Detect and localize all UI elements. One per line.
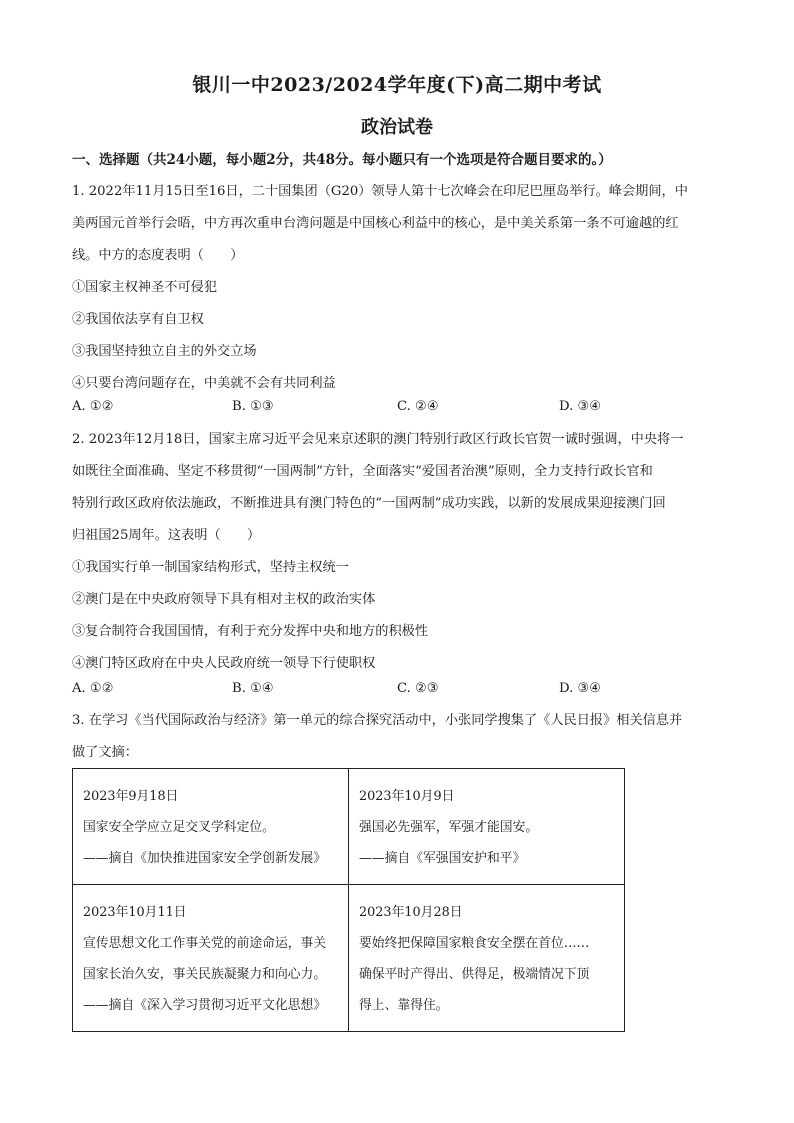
- cell-date: 2023年9月18日: [83, 789, 179, 804]
- statement-3: ③复合制符合我国国情，有利于充分发挥中央和地方的积极性: [72, 624, 429, 639]
- table-row: [73, 769, 625, 885]
- question-text-line: 美两国元首举行会晤，中方再次重申台湾问题是中国核心利益中的核心，是中美关系第一条不可逾越的红: [72, 216, 679, 231]
- section-heading: 一、选择题（共24小题，每小题2分，共48分。每小题只有一个选项是符合题目要求的。）: [72, 152, 612, 168]
- question-text-line: 线。中方的态度表明（ ）: [72, 248, 244, 263]
- option-b[interactable]: B. ①④: [232, 681, 274, 696]
- cell-source: ——摘自《军强国安护和平》: [359, 851, 526, 866]
- statement-4: ④澳门特区政府在中央人民政府统一领导下行使职权: [72, 656, 376, 671]
- statement-1: ①国家主权神圣不可侵犯: [72, 280, 218, 295]
- statement-4: ④只要台湾问题存在，中美就不会有共同利益: [72, 376, 336, 391]
- statement-3: ③我国坚持独立自主的外交立场: [72, 344, 257, 359]
- option-c[interactable]: C. ②④: [397, 399, 439, 414]
- cell-text: 强国必先强军，军强才能国安。: [359, 820, 539, 835]
- cell-text: 得上、靠得住。: [359, 998, 449, 1013]
- question-1: [72, 176, 722, 400]
- question-text-line: 归祖国25周年。这表明（ ）: [72, 528, 261, 543]
- question-text-line: 特别行政区政府依法施政，不断推进具有澳门特色的“一国两制”成功实践，以新的发展成果迎接澳门回: [72, 496, 666, 511]
- statement-1: ①我国实行单一制国家结构形式，坚持主权统一: [72, 560, 349, 575]
- question-2-options: [72, 681, 722, 701]
- cell-date: 2023年10月28日: [359, 905, 463, 920]
- cell-source: ——摘自《加快推进国家安全学创新发展》: [83, 851, 327, 866]
- table-row: [73, 885, 625, 1032]
- table-cell: [349, 769, 625, 885]
- cell-text: 要始终把保障国家粮食安全摆在首位……: [359, 936, 590, 951]
- cell-text: 国家长治久安，事关民族凝聚力和向心力。: [83, 967, 327, 982]
- exam-subtitle: 政治试卷: [361, 117, 433, 138]
- option-a[interactable]: A. ①②: [72, 399, 114, 414]
- cell-text: 确保平时产得出、供得足，极端情况下顶: [359, 967, 590, 982]
- cell-source: ——摘自《深入学习贯彻习近平文化思想》: [83, 998, 327, 1013]
- question-2: [72, 424, 722, 680]
- option-b[interactable]: B. ①③: [232, 399, 274, 414]
- table-cell: [73, 885, 349, 1032]
- table-cell: [349, 885, 625, 1032]
- cell-date: 2023年10月11日: [83, 905, 187, 920]
- question-text-line: 2. 2023年12月18日，国家主席习近平会见来京述职的澳门特别行政区行政长官贺一诚时强调，中央将一: [72, 432, 684, 447]
- statement-2: ②澳门是在中央政府领导下具有相对主权的政治实体: [72, 592, 376, 607]
- question-text-line: 如既往全面准确、坚定不移贯彻“一国两制”方针，全面落实“爱国者治澳”原则，全力支持行政长官和: [72, 464, 653, 479]
- exam-title: 银川一中2023/2024学年度(下)高二期中考试: [192, 74, 602, 96]
- question-text-line: 做了文摘：: [72, 745, 138, 760]
- cell-date: 2023年10月9日: [359, 789, 455, 804]
- question-text-line: 3. 在学习《当代国际政治与经济》第一单元的综合探究活动中，小张同学搜集了《人民日报》相关信息并: [72, 713, 683, 728]
- question-text-line: 1. 2022年11月15日至16日，二十国集团（G20）领导人第十七次峰会在印尼巴厘岛举行。峰会期间，中: [72, 184, 688, 199]
- question-3: [72, 705, 722, 769]
- option-c[interactable]: C. ②③: [397, 681, 439, 696]
- table-cell: [73, 769, 349, 885]
- cell-text: 国家安全学应立足交叉学科定位。: [83, 820, 275, 835]
- option-d[interactable]: D. ③④: [559, 681, 602, 696]
- option-a[interactable]: A. ①②: [72, 681, 114, 696]
- digest-table: [72, 768, 625, 1032]
- question-1-options: [72, 399, 722, 419]
- statement-2: ②我国依法享有自卫权: [72, 312, 204, 327]
- cell-text: 宣传思想文化工作事关党的前途命运，事关: [83, 936, 327, 951]
- option-d[interactable]: D. ③④: [559, 399, 602, 414]
